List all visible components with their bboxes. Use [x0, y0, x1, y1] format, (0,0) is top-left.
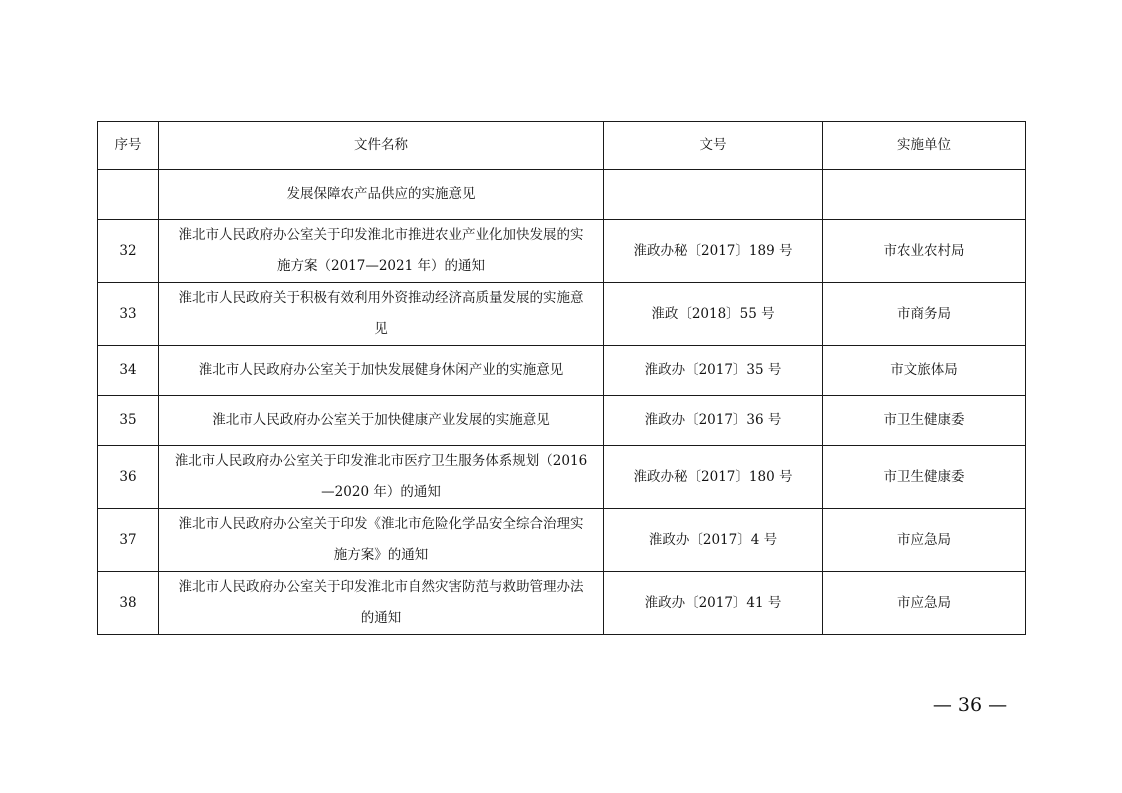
cell-seq: 37 [98, 509, 159, 572]
cell-seq: 35 [98, 396, 159, 446]
cell-name: 发展保障农产品供应的实施意见 [159, 170, 604, 220]
cell-seq: 32 [98, 220, 159, 283]
page-number: — 36 — [932, 694, 1008, 716]
header-unit: 实施单位 [823, 122, 1026, 170]
cell-name: 淮北市人民政府办公室关于印发淮北市自然灾害防范与救助管理办法的通知 [159, 572, 604, 635]
cell-name: 淮北市人民政府办公室关于印发淮北市医疗卫生服务体系规划（2016—2020 年）的通知 [159, 446, 604, 509]
document-table [97, 121, 1026, 635]
cell-seq: 36 [98, 446, 159, 509]
table-row [98, 283, 1026, 346]
cell-name: 淮北市人民政府办公室关于印发《淮北市危险化学品安全综合治理实施方案》的通知 [159, 509, 604, 572]
header-doc-number: 文号 [604, 122, 823, 170]
cell-doc-number: 淮政办秘〔2017〕189 号 [604, 220, 823, 283]
cell-unit: 市卫生健康委 [823, 396, 1026, 446]
cell-name: 淮北市人民政府办公室关于加快发展健身休闲产业的实施意见 [159, 346, 604, 396]
cell-doc-number [604, 170, 823, 220]
cell-doc-number: 淮政办〔2017〕35 号 [604, 346, 823, 396]
table-row [98, 572, 1026, 635]
cell-name: 淮北市人民政府关于积极有效利用外资推动经济高质量发展的实施意见 [159, 283, 604, 346]
table-row [98, 396, 1026, 446]
cell-unit: 市农业农村局 [823, 220, 1026, 283]
cell-name: 淮北市人民政府办公室关于加快健康产业发展的实施意见 [159, 396, 604, 446]
cell-unit: 市商务局 [823, 283, 1026, 346]
cell-unit: 市应急局 [823, 509, 1026, 572]
cell-seq: 33 [98, 283, 159, 346]
cell-seq: 34 [98, 346, 159, 396]
table-row [98, 509, 1026, 572]
cell-unit: 市文旅体局 [823, 346, 1026, 396]
cell-doc-number: 淮政办秘〔2017〕180 号 [604, 446, 823, 509]
cell-doc-number: 淮政办〔2017〕4 号 [604, 509, 823, 572]
header-name: 文件名称 [159, 122, 604, 170]
cell-seq: 38 [98, 572, 159, 635]
header-seq: 序号 [98, 122, 159, 170]
cell-doc-number: 淮政〔2018〕55 号 [604, 283, 823, 346]
table-row [98, 446, 1026, 509]
cell-doc-number: 淮政办〔2017〕36 号 [604, 396, 823, 446]
cell-name: 淮北市人民政府办公室关于印发淮北市推进农业产业化加快发展的实施方案（2017—2021 年）的通知 [159, 220, 604, 283]
cell-seq [98, 170, 159, 220]
table-header-row [98, 122, 1026, 170]
cell-unit: 市卫生健康委 [823, 446, 1026, 509]
cell-unit: 市应急局 [823, 572, 1026, 635]
table-row [98, 346, 1026, 396]
table-row [98, 220, 1026, 283]
cell-unit [823, 170, 1026, 220]
cell-doc-number: 淮政办〔2017〕41 号 [604, 572, 823, 635]
table-row [98, 170, 1026, 220]
